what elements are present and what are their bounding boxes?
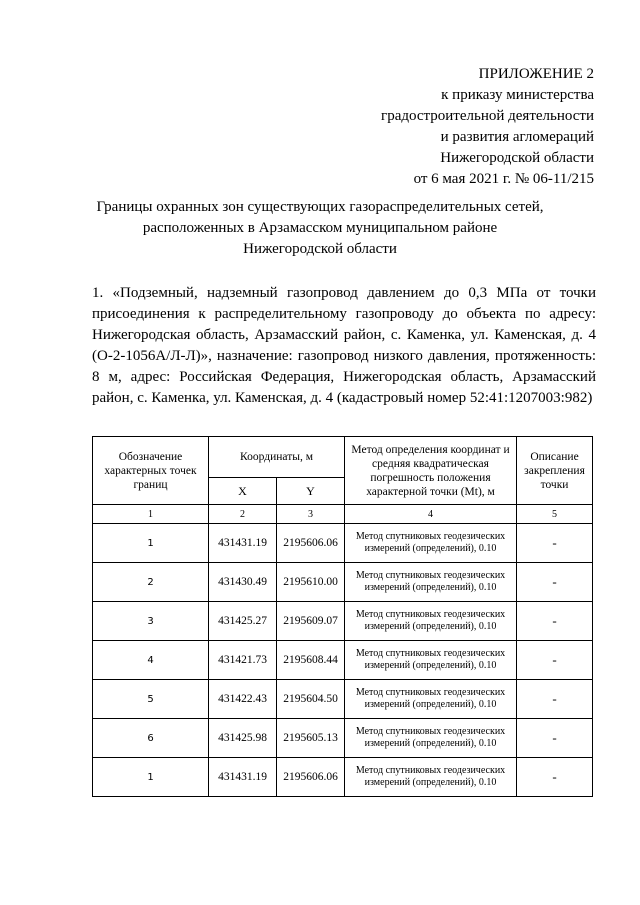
x-cell: 431422.43 — [209, 680, 277, 719]
x-cell: 431430.49 — [209, 563, 277, 602]
table-row — [93, 719, 593, 758]
header-x: X — [209, 478, 277, 505]
table-row — [93, 602, 593, 641]
point-cell: 2 — [93, 563, 209, 602]
coordinates-table — [92, 436, 593, 797]
method-cell: Метод спутниковых геодезических измерений (определений), 0.10 — [345, 758, 517, 797]
column-number: 4 — [345, 505, 517, 524]
method-cell: Метод спутниковых геодезических измерений (определений), 0.10 — [345, 524, 517, 563]
table-row — [93, 641, 593, 680]
y-cell: 2195605.13 — [277, 719, 345, 758]
y-cell: 2195606.06 — [277, 524, 345, 563]
description-cell: - — [517, 719, 593, 758]
table-row — [93, 563, 593, 602]
column-number: 2 — [209, 505, 277, 524]
appendix-line: Нижегородской области — [440, 150, 594, 166]
description-cell: - — [517, 758, 593, 797]
y-cell: 2195608.44 — [277, 641, 345, 680]
point-cell: 4 — [93, 641, 209, 680]
description-cell: - — [517, 680, 593, 719]
header-description: Описание закрепления точки — [517, 437, 593, 505]
y-cell: 2195609.07 — [277, 602, 345, 641]
point-cell: 1 — [93, 758, 209, 797]
header-coordinates: Координаты, м — [209, 437, 345, 478]
description-cell: - — [517, 524, 593, 563]
method-cell: Метод спутниковых геодезических измерений (определений), 0.10 — [345, 680, 517, 719]
title-line: Нижегородской области — [243, 241, 397, 257]
appendix-title: ПРИЛОЖЕНИЕ 2 — [478, 66, 594, 82]
description-cell: - — [517, 602, 593, 641]
description-cell: - — [517, 641, 593, 680]
title-line: Границы охранных зон существующих газораспределительных сетей, — [96, 199, 544, 215]
table-row — [93, 524, 593, 563]
appendix-line: к приказу министерства — [441, 87, 594, 103]
x-cell: 431421.73 — [209, 641, 277, 680]
method-cell: Метод спутниковых геодезических измерений (определений), 0.10 — [345, 641, 517, 680]
column-number: 5 — [517, 505, 593, 524]
title-line: расположенных в Арзамасском муниципальном районе — [142, 220, 498, 236]
column-number: 3 — [277, 505, 345, 524]
point-cell: 6 — [93, 719, 209, 758]
document-title — [0, 197, 640, 260]
method-cell: Метод спутниковых геодезических измерений (определений), 0.10 — [345, 563, 517, 602]
header-point: Обозначение характерных точек границ — [93, 437, 209, 505]
column-number: 1 — [93, 505, 209, 524]
x-cell: 431425.98 — [209, 719, 277, 758]
header-y: Y — [277, 478, 345, 505]
point-cell: 3 — [93, 602, 209, 641]
x-cell: 431431.19 — [209, 758, 277, 797]
appendix-order-date: от 6 мая 2021 г. № 06-11/215 — [413, 171, 594, 187]
x-cell: 431431.19 — [209, 524, 277, 563]
point-cell: 5 — [93, 680, 209, 719]
appendix-line: и развития агломераций — [440, 129, 594, 145]
y-cell: 2195604.50 — [277, 680, 345, 719]
table-row — [93, 758, 593, 797]
column-number-row — [93, 505, 593, 524]
y-cell: 2195606.06 — [277, 758, 345, 797]
object-description: 1. «Подземный, надземный газопровод давлением до 0,3 МПа от точки присоединения к распределительному газопроводу до объекта по адресу: Нижегородская область, Арзамасский район, с. Каменка, ул. Каменская, д. 4 (О-2-1056А/Л-Л)», назначение: газопровод низкого давления, протяженность: 8 м, адрес: Российская Федерация, Нижегородская область, Арзамасский район, с. Каменка, ул. Каменская, д. 4 (кадастровый номер 52:41:1207003:982) — [92, 285, 596, 406]
header-method: Метод определения координат и средняя квадратическая погрешность положения характерной точки (Mt), м — [345, 437, 517, 505]
description-cell: - — [517, 563, 593, 602]
appendix-header — [381, 64, 594, 190]
appendix-line: градостроительной деятельности — [381, 108, 594, 124]
method-cell: Метод спутниковых геодезических измерений (определений), 0.10 — [345, 719, 517, 758]
table-row — [93, 680, 593, 719]
y-cell: 2195610.00 — [277, 563, 345, 602]
point-cell: 1 — [93, 524, 209, 563]
method-cell: Метод спутниковых геодезических измерений (определений), 0.10 — [345, 602, 517, 641]
x-cell: 431425.27 — [209, 602, 277, 641]
